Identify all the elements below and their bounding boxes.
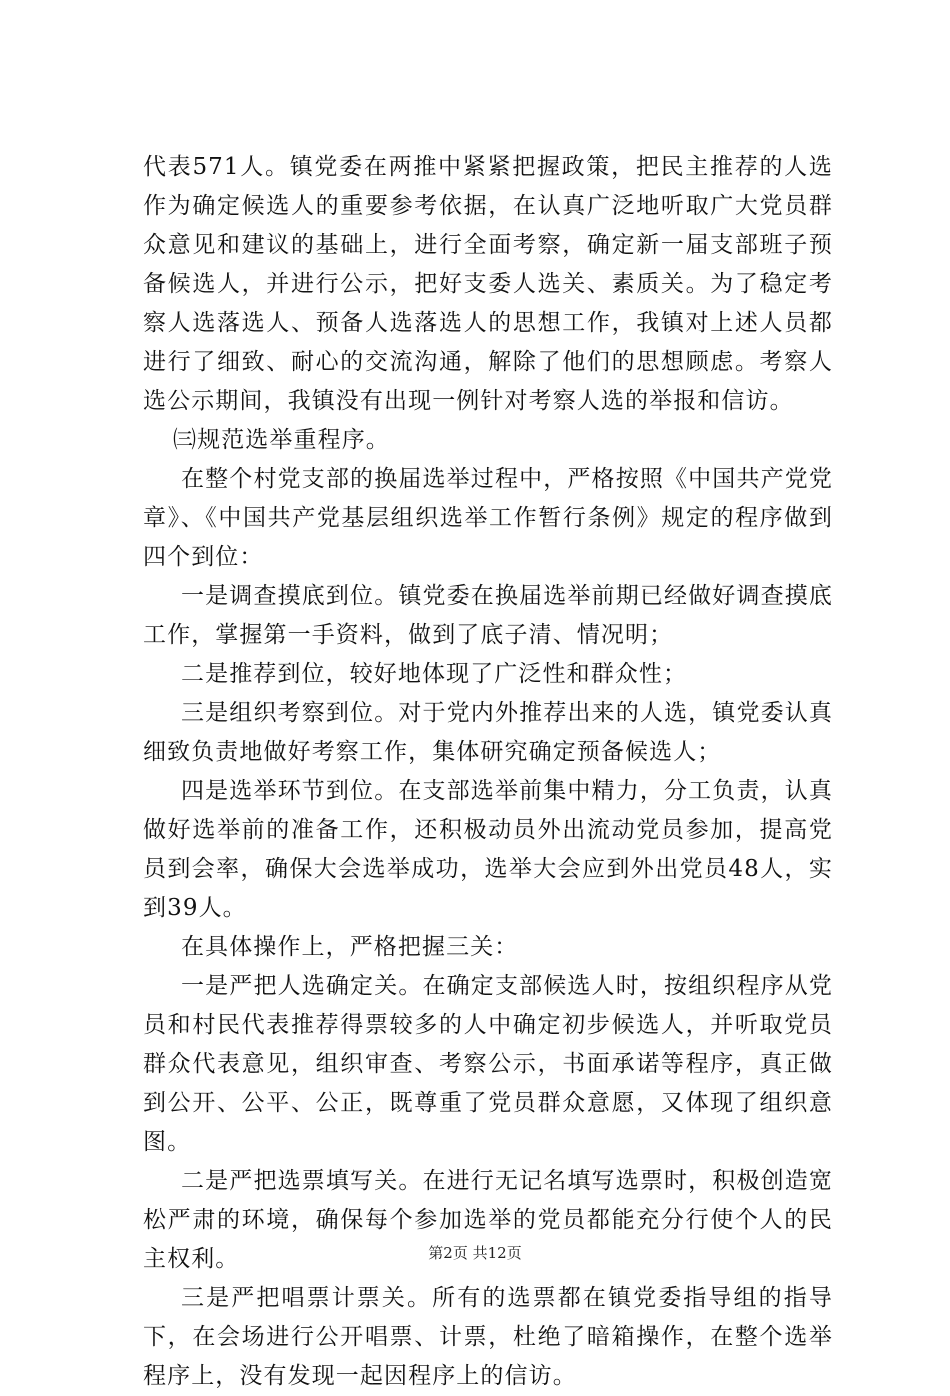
paragraph-candidate-check: 一是严把人选确定关。在确定支部候选人时，按组织程序从党员和村民代表推荐得票较多的人中确定初步候选人，并听取党员群众代表意见，组织审查、考察公示，书面承诺等程序，真正做到公开、公平、公正，既尊重了党员群众意愿，又体现了组织意图。 <box>143 973 833 1155</box>
paragraph-continuation: 代表571人。镇党委在两推中紧紧把握政策，把民主推荐的人选作为确定候选人的重要参考依据，在认真广泛地听取广大党员群众意见和建议的基础上，进行全面考察，确定新一届支部班子预备候选人，并进行公示，把好支委人选关、素质关。为了稳定考察人选落选人、预备人选落选人的思想工作，我镇对上述人员都进行了细致、耐心的交流沟通，解除了他们的思想顾虑。考察人选公示期间，我镇没有出现一例针对考察人选的举报和信访。 <box>143 154 833 414</box>
paragraph-ballot-count-check: 三是严把唱票计票关。所有的选票都在镇党委指导组的指导下，在会场进行公开唱票、计票，杜绝了暗箱操作，在整个选举程序上，没有发现一起因程序上的信访。 <box>143 1285 833 1389</box>
paragraph-election-stage: 四是选举环节到位。在支部选举前集中精力，分工负责，认真做好选举前的准备工作，还积极动员外出流动党员参加，提高党员到会率，确保大会选举成功，选举大会应到外出党员48人，实到39人。 <box>143 778 833 921</box>
paragraph-recommend: 二是推荐到位，较好地体现了广泛性和群众性； <box>181 661 688 687</box>
document-body <box>143 148 833 1396</box>
paragraph-three-checks-intro: 在具体操作上，严格把握三关： <box>181 934 519 960</box>
page-footer: 第2页 共12页 <box>428 1244 522 1262</box>
paragraph-ballot-fill-check: 二是严把选票填写关。在进行无记名填写选票时，积极创造宽松严肃的环境，确保每个参加选举的党员都能充分行使个人的民主权利。 <box>143 1168 833 1272</box>
paragraph-inspection: 三是组织考察到位。对于党内外推荐出来的人选，镇党委认真细致负责地做好考察工作，集体研究确定预备候选人； <box>143 700 833 765</box>
section-heading: ㈢规范选举重程序。 <box>173 427 390 453</box>
paragraph-procedure-intro: 在整个村党支部的换届选举过程中，严格按照《中国共产党党章》、《中国共产党基层组织选举工作暂行条例》规定的程序做到四个到位： <box>143 466 833 570</box>
paragraph-survey: 一是调查摸底到位。镇党委在换届选举前期已经做好调查摸底工作，掌握第一手资料，做到了底子清、情况明； <box>143 583 833 648</box>
